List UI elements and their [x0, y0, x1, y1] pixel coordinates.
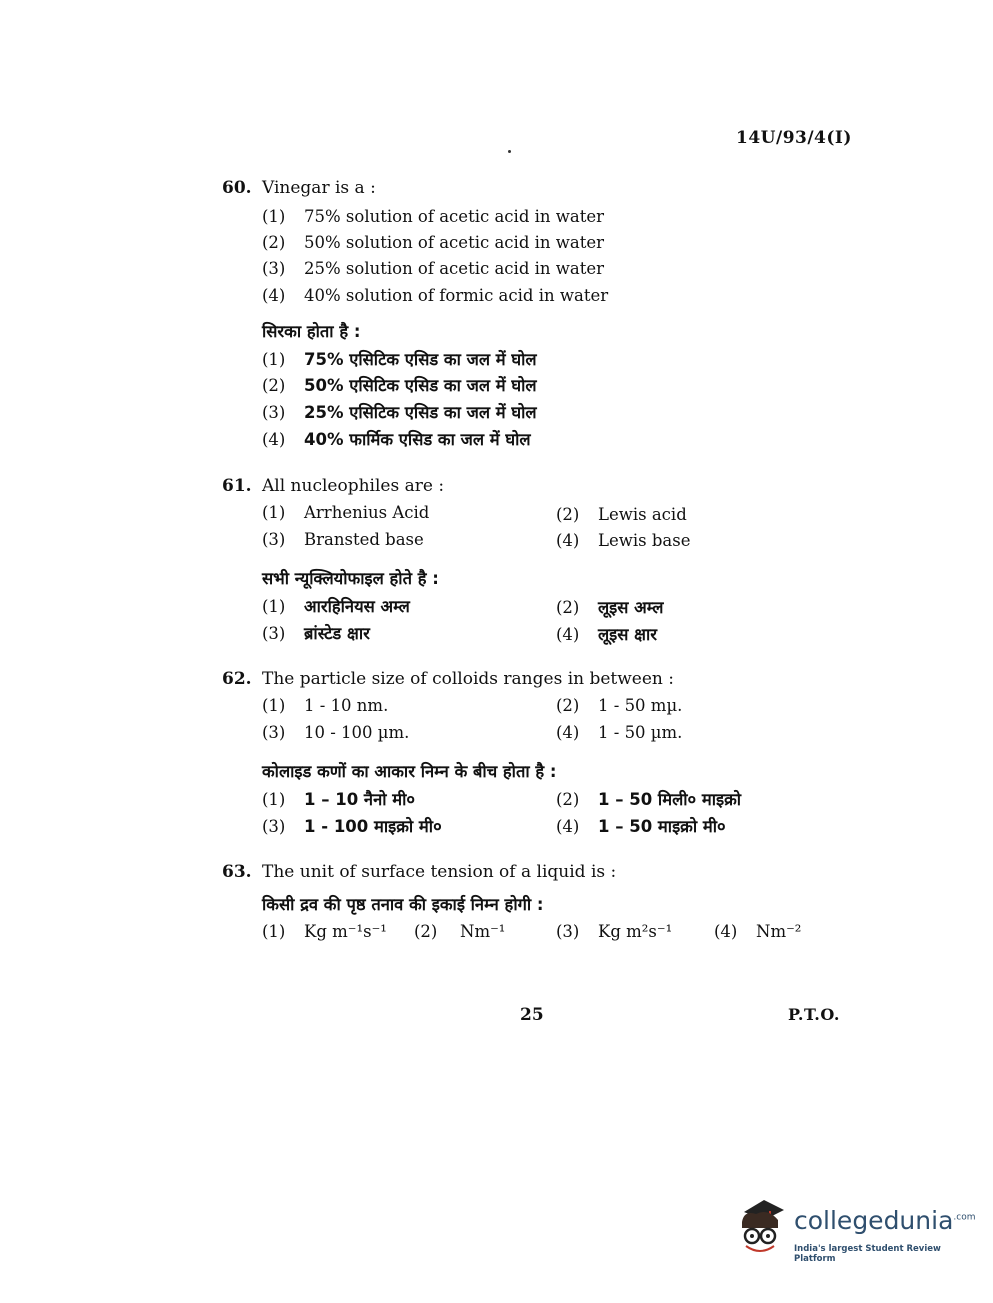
question-number: 63.	[222, 862, 252, 882]
question-text-en: All nucleophiles are :	[262, 476, 445, 496]
option-60-hi-1: (1) 75% एसिटिक एसिड का जल में घोल	[262, 350, 537, 369]
option-62-hi-2: (2) 1 – 50 मिली० माइक्रो	[556, 790, 742, 809]
option-62-en-4: (4) 1 - 50 µm.	[556, 723, 683, 742]
mascot-icon	[734, 1196, 790, 1258]
option-62-hi-3: (3) 1 - 100 माइक्रो मी०	[262, 817, 442, 836]
pto-label: P.T.O.	[788, 1005, 840, 1024]
question-number: 60.	[222, 178, 252, 198]
option-60-en-1: (1) 75% solution of acetic acid in water	[262, 207, 605, 226]
option-61-hi-4: (4) लूइस क्षार	[556, 625, 658, 644]
option-61-en-3: (3) Bransted base	[262, 530, 424, 549]
question-text-hi: कोलाइड कणों का आकार निम्न के बीच होता है :	[262, 762, 557, 781]
option-61-hi-3: (3) ब्रांस्टेड क्षार	[262, 624, 370, 643]
option-63-3: (3) Kg m²s⁻¹	[556, 922, 673, 941]
page-number: 25	[520, 1005, 544, 1025]
collegedunia-logo	[734, 1196, 976, 1266]
option-61-en-4: (4) Lewis base	[556, 531, 691, 550]
option-61-hi-2: (2) लूइस अम्ल	[556, 598, 664, 617]
question-60	[222, 178, 376, 198]
question-text-hi: सिरका होता है :	[262, 322, 361, 341]
question-63	[222, 862, 616, 882]
option-60-en-2: (2) 50% solution of acetic acid in water	[262, 233, 605, 252]
option-60-en-3: (3) 25% solution of acetic acid in water	[262, 259, 605, 278]
option-63-2: (2) Nm⁻¹	[414, 922, 506, 941]
question-62	[222, 669, 674, 689]
option-60-en-4: (4) 40% solution of formic acid in water	[262, 286, 609, 305]
question-text-en: The unit of surface tension of a liquid is :	[262, 862, 617, 882]
question-61	[222, 476, 444, 496]
question-text-hi: सभी न्यूक्लियोफाइल होते है :	[262, 569, 439, 588]
option-61-en-1: (1) Arrhenius Acid	[262, 503, 430, 522]
option-62-en-2: (2) 1 - 50 mµ.	[556, 696, 683, 715]
option-61-hi-1: (1) आरहिनियस अम्ल	[262, 597, 410, 616]
question-number: 62.	[222, 669, 252, 689]
logo-wordmark: collegedunia$^{.com}$	[794, 1206, 976, 1235]
option-62-en-3: (3) 10 - 100 µm.	[262, 723, 410, 742]
option-62-en-1: (1) 1 - 10 nm.	[262, 696, 389, 715]
option-60-hi-3: (3) 25% एसिटिक एसिड का जल में घोल	[262, 403, 537, 422]
option-62-hi-4: (4) 1 – 50 माइक्रो मी०	[556, 817, 726, 836]
option-61-en-2: (2) Lewis acid	[556, 505, 687, 524]
option-62-hi-1: (1) 1 – 10 नैनो मी०	[262, 790, 415, 809]
question-text-en: The particle size of colloids ranges in between :	[262, 669, 675, 689]
option-63-4: (4) Nm⁻²	[714, 922, 802, 941]
question-number: 61.	[222, 476, 252, 496]
option-60-hi-4: (4) 40% फार्मिक एसिड का जल में घोल	[262, 430, 531, 449]
question-text-en: Vinegar is a :	[262, 178, 376, 198]
stray-dot	[508, 150, 511, 153]
option-60-hi-2: (2) 50% एसिटिक एसिड का जल में घोल	[262, 376, 537, 395]
question-text-hi: किसी द्रव की पृष्ठ तनाव की इकाई निम्न होगी :	[262, 895, 544, 914]
option-63-1: (1) Kg m⁻¹s⁻¹	[262, 922, 387, 941]
paper-code: 14U/93/4(I)	[736, 128, 852, 148]
logo-tagline: India's largest Student Review Platform	[794, 1244, 941, 1264]
